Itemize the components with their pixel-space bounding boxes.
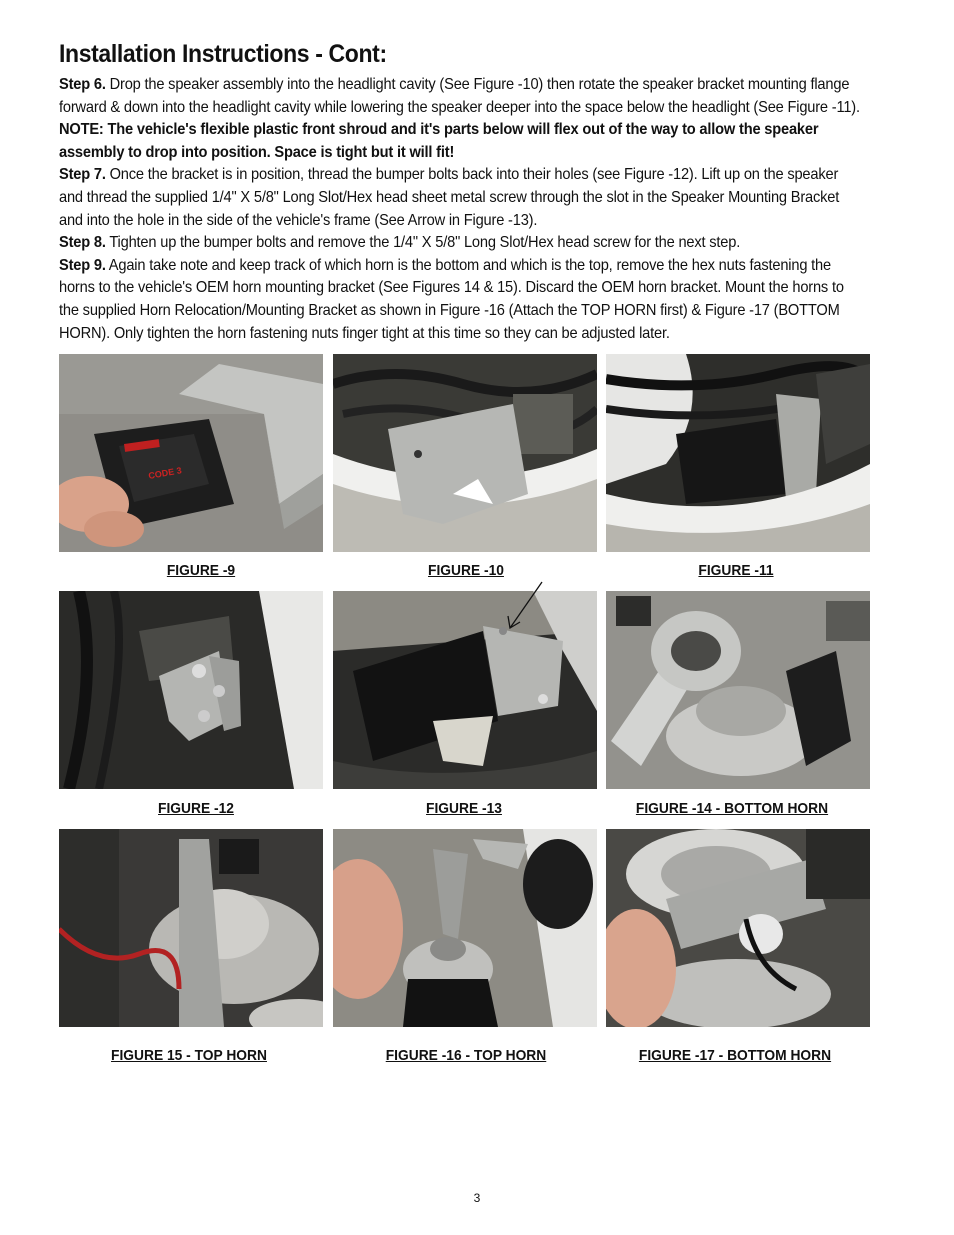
step-note: NOTE: The vehicle's flexible plastic front shroud and it's parts below will flex out of the way to allow the speaker assembly to drop into position. Space is tight but it will fit! <box>59 121 819 161</box>
figure-13-photo <box>333 591 597 789</box>
figure-caption: FIGURE -17 - BOTTOM HORN <box>638 1047 832 1064</box>
step-label: Step 8. <box>59 234 106 252</box>
page-number: 3 <box>473 1191 481 1205</box>
figure-16-photo <box>333 829 597 1027</box>
step-text: Drop the speaker assembly into the headlight cavity (See Figure -10) then rotate the speaker bracket mounting flange forward & down into the headlight cavity while lowering the speaker deeper into the space below the headlight (See Figure -11). <box>59 76 860 116</box>
frame-screw-image <box>333 591 597 789</box>
figure-caption: FIGURE 15 - TOP HORN <box>111 1047 267 1064</box>
figure-caption: FIGURE -14 - BOTTOM HORN <box>635 800 829 817</box>
figure-caption: FIGURE -13 <box>426 800 502 817</box>
arrow-annotation <box>500 578 550 638</box>
step-text: Again take note and keep track of which horn is the bottom and which is the top, remove the hex nuts fastening the horns to the vehicle's OEM horn mounting bracket (See Figures 14 & 15). Discard the OEM horn bracket. Mount the horns to the supplied Horn Relocation/Mounting Bracket as shown in Figure -16 (Attach the TOP HORN first) & Figure -17 (BOTTOM HORN). Only tighten the horn fastening nuts finger tight at this time so they can be adjusted later. <box>59 256 844 342</box>
figure-caption: FIGURE -12 <box>158 800 234 817</box>
bottom-horn-mounting-image <box>606 829 870 1027</box>
step-label: Step 9. <box>59 256 106 274</box>
headlight-cavity-image <box>333 354 597 552</box>
figure-caption: FIGURE -9 <box>166 562 236 579</box>
figure-17-photo <box>606 829 870 1027</box>
figure-15-photo <box>59 829 323 1027</box>
bumper-bolts-image <box>59 591 323 789</box>
speaker-bracket-image <box>59 354 323 552</box>
figure-12-photo <box>59 591 323 789</box>
step-label: Step 6. <box>59 76 106 93</box>
figure-14-photo <box>606 591 870 789</box>
step-9 <box>59 255 864 345</box>
figure-9-photo <box>59 354 323 552</box>
instruction-text <box>59 74 864 345</box>
figure-caption: FIGURE -11 <box>698 562 774 579</box>
step-label: Step 7. <box>59 166 106 184</box>
step-6 <box>59 74 864 164</box>
product-label: CODE 3 <box>147 465 183 481</box>
figure-11-photo <box>606 354 870 552</box>
step-8 <box>59 232 864 255</box>
figure-caption: FIGURE -10 <box>428 562 504 579</box>
step-text: Once the bracket is in position, thread the bumper bolts back into their holes (see Figure -12). Lift up on the speaker and thread the supplied 1/4" X 5/8" Long Slot/Hex head sheet metal screw through the slot in the Speaker Mounting Bracket and into the hole in the side of the vehicle's frame (See Arrow in Figure -13). <box>59 166 840 229</box>
page-title: Installation Instructions - Cont: <box>59 40 387 68</box>
top-horn-mounting-image <box>333 829 597 1027</box>
speaker-lowered-image <box>606 354 870 552</box>
figure-caption: FIGURE -16 - TOP HORN <box>385 1047 547 1064</box>
step-text: Tighten up the bumper bolts and remove the 1/4" X 5/8" Long Slot/Hex head screw for the next step. <box>105 234 741 252</box>
top-horn-image <box>59 829 323 1027</box>
figure-10-photo <box>333 354 597 552</box>
bottom-horn-wrench-image <box>606 591 870 789</box>
step-7 <box>59 164 864 232</box>
